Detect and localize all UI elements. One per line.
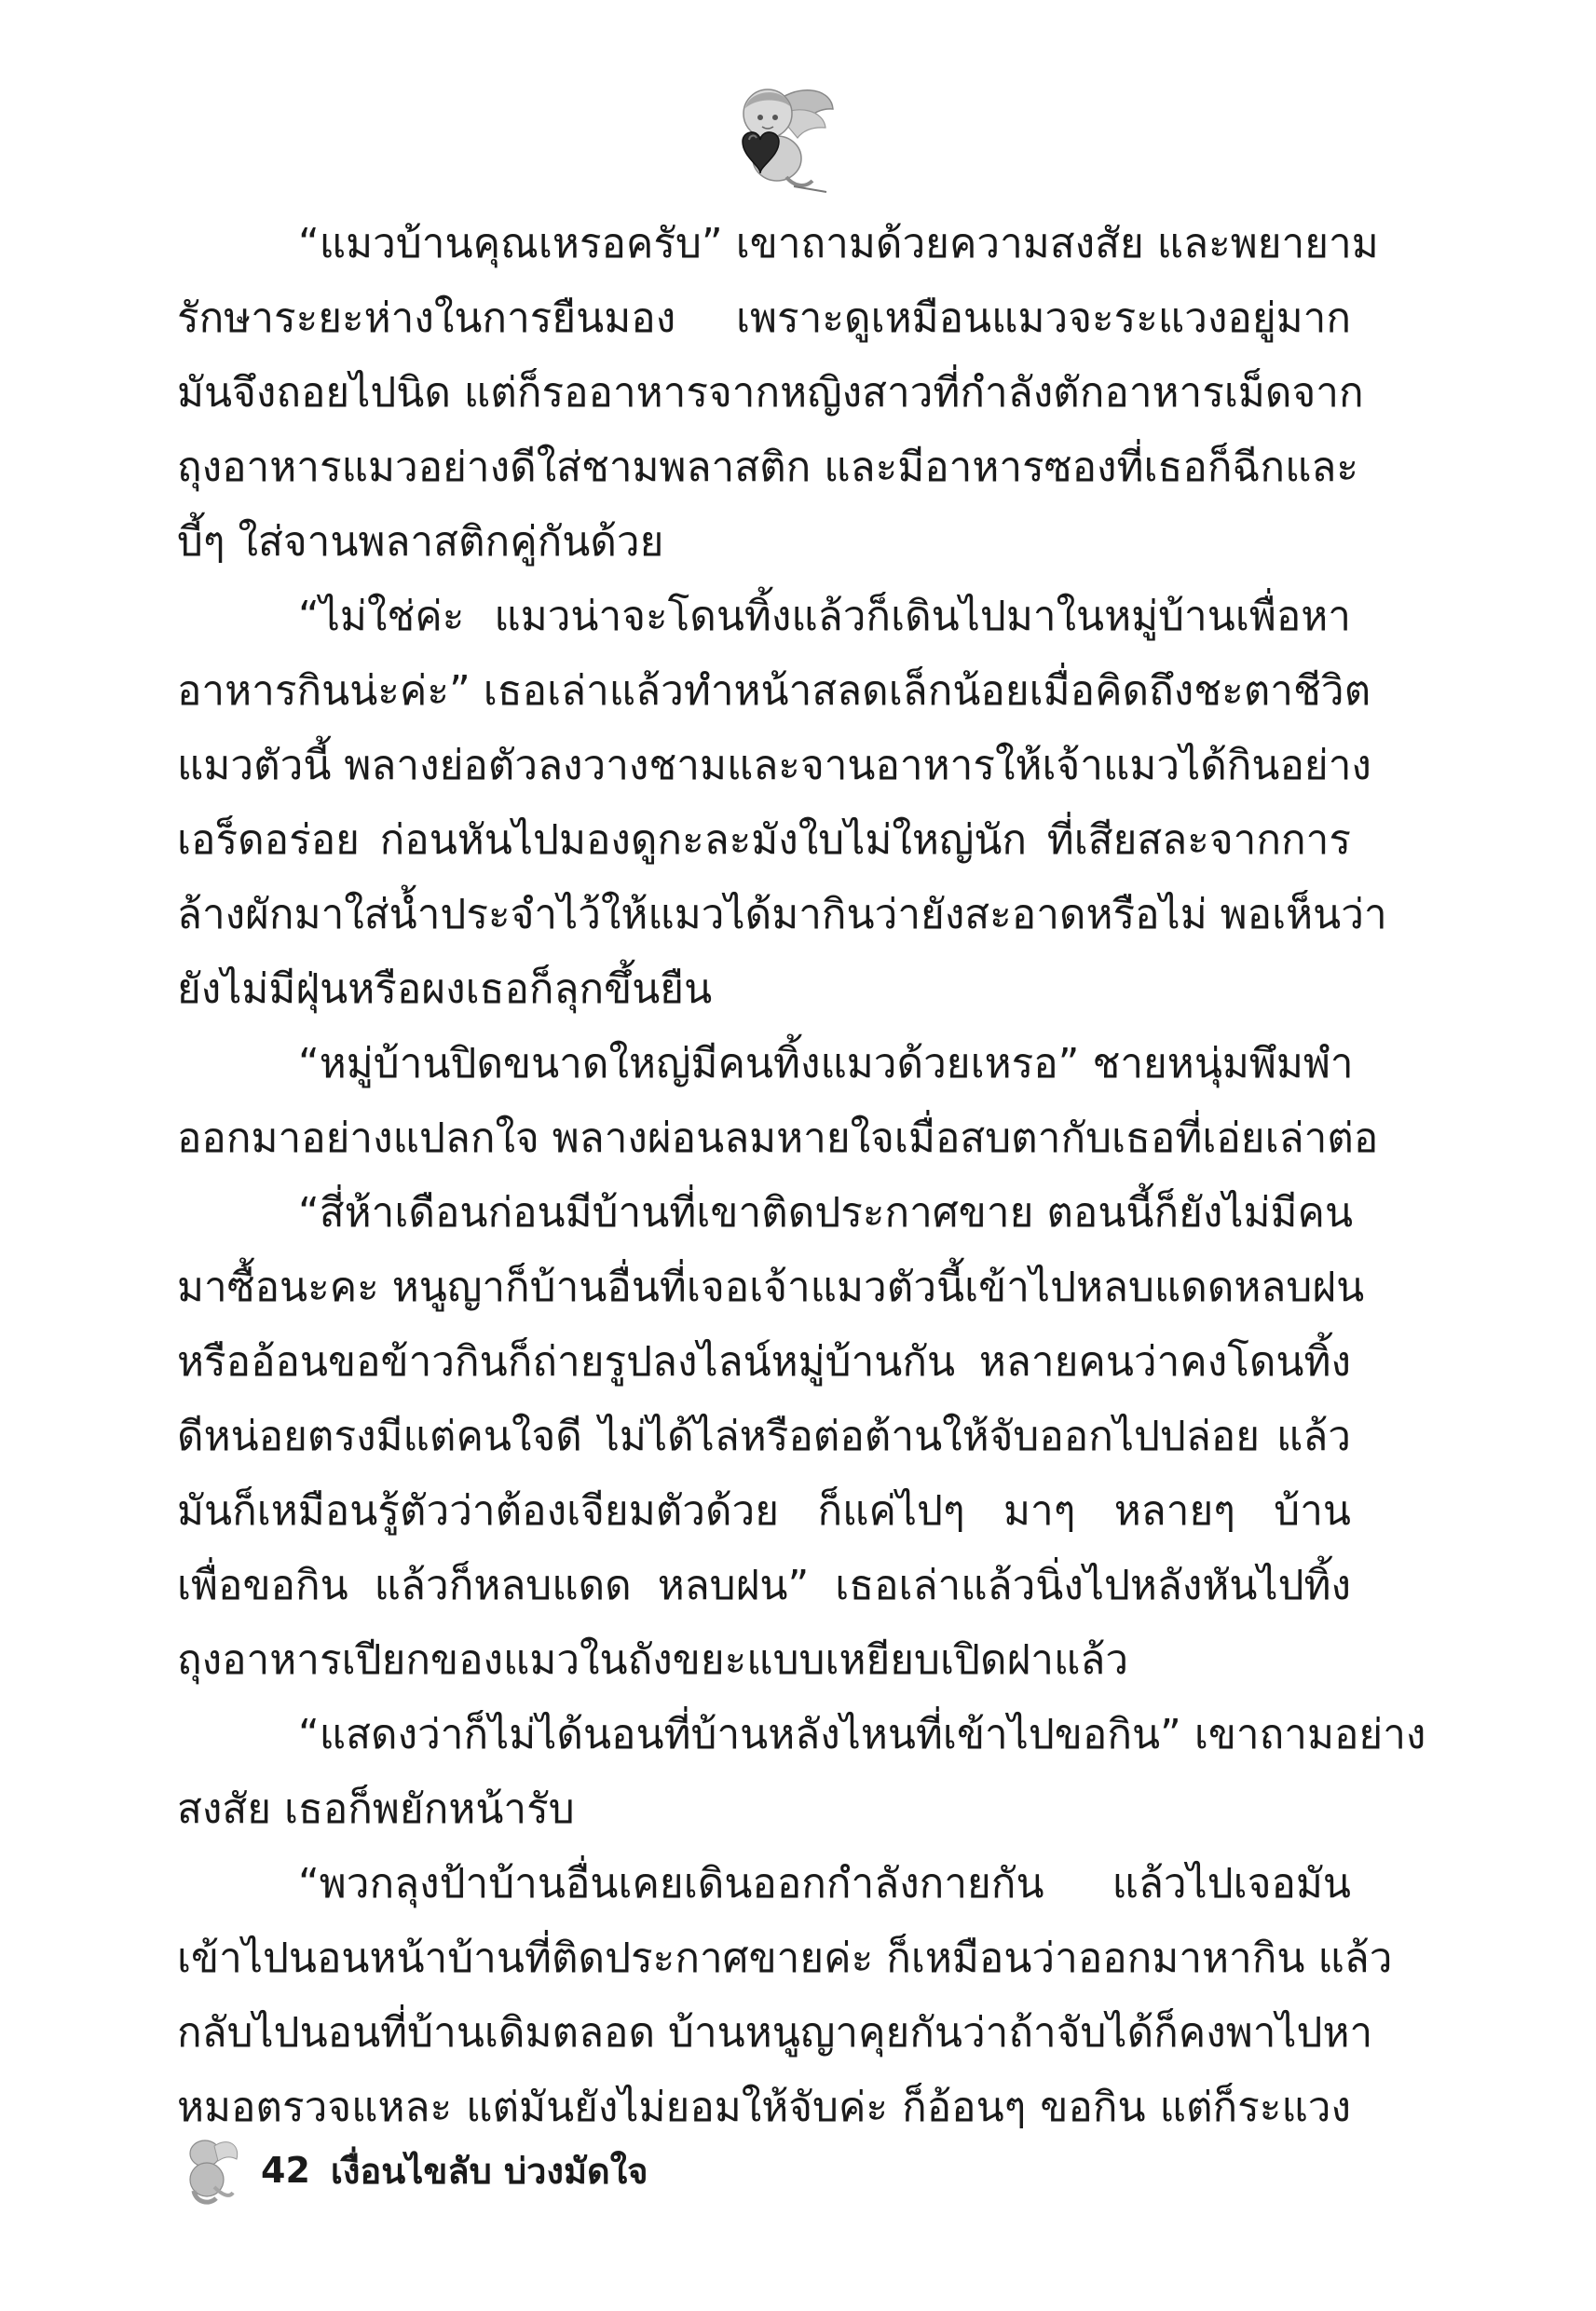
text-line: ยังไม่มีฝุ่นหรือผงเธอก็ลุกขึ้นยืน [177,965,713,1013]
text-line: ถุงอาหารแมวอย่างดีใส่ชามพลาสติก และมีอาหารซองที่เธอก็ฉีกและ [177,444,1359,491]
text-line: มาซื้อนะคะ หนูญาก็บ้านอื่นที่เจอเจ้าแมวตัวนี้เข้าไปหลบแดดหลบฝน [177,1264,1365,1311]
text-line: รักษาระยะห่างในการยืนมอง เพราะดูเหมือนแมวจะระแวงอยู่มาก [177,294,1351,342]
text-line: บี้ๆ ใส่จานพลาสติกคู่กันด้วย [177,518,664,566]
text-line: “หมู่บ้านปิดขนาดใหญ่มีคนทิ้งแมวด้วยเหรอ” ชายหนุ่มพึมพำ [298,1040,1354,1087]
page-number: 42 [261,2150,310,2191]
text-line: เอร็ดอร่อย ก่อนหันไปมองดูกะละมังใบไม่ใหญ่นัก ที่เสียสละจากการ [177,816,1351,864]
text-line: ดีหน่อยตรงมีแต่คนใจดี ไม่ได้ไล่หรือต่อต้านให้จับออกไปปล่อย แล้ว [177,1413,1351,1460]
text-line: เข้าไปนอนหน้าบ้านที่ติดประกาศขายค่ะ ก็เหมือนว่าออกมาหากิน แล้ว [177,1935,1393,1982]
text-line: แมวตัวนี้ พลางย่อตัวลงวางชามและจานอาหารให้เจ้าแมวได้กินอย่าง [177,742,1371,789]
text-line: “แสดงว่าก็ไม่ได้นอนที่บ้านหลังไหนที่เข้าไปขอกิน” เขาถามอย่าง [298,1711,1426,1758]
page-footer [177,2128,648,2212]
text-line: มันก็เหมือนรู้ตัวว่าต้องเจียมตัวด้วย ก็แค่ไปๆ มาๆ หลายๆ บ้าน [177,1487,1351,1535]
text-line: หรืออ้อนขอข้าวกินก็ถ่ายรูปลงไลน์หมู่บ้านกัน หลายคนว่าคงโดนทิ้ง [177,1338,1351,1386]
text-line: สงสัย เธอก็พยักหน้ารับ [177,1785,575,1833]
text-line: อาหารกินน่ะค่ะ” เธอเล่าแล้วทำหน้าสลดเล็กน้อยเมื่อคิดถึงชะตาชีวิต [177,667,1371,715]
cupid-with-heart-icon [701,76,840,198]
text-line: “ไม่ใช่ค่ะ แมวน่าจะโดนทิ้งแล้วก็เดินไปมาในหมู่บ้านเพื่อหา [298,593,1351,640]
book-title: เงื่อนไขลับ บ่วงมัดใจ [330,2150,648,2192]
text-line: ล้างผักมาใส่น้ำประจำไว้ให้แมวได้มากินว่ายังสะอาดหรือไม่ พอเห็นว่า [177,891,1387,938]
text-line: หมอตรวจแหละ แต่มันยังไม่ยอมให้จับค่ะ ก็อ้อนๆ ขอกิน แต่ก็ระแวง [177,2084,1351,2131]
text-line: เพื่อขอกิน แล้วก็หลบแดด หลบฝน” เธอเล่าแล้วนิ่งไปหลังหันไปทิ้ง [177,1562,1351,1609]
text-line: ถุงอาหารเปียกของแมวในถังขยะแบบเหยียบเปิดฝาแล้ว [177,1636,1129,1684]
text-line: “สี่ห้าเดือนก่อนมีบ้านที่เขาติดประกาศขาย ตอนนี้ก็ยังไม่มีคน [298,1189,1354,1237]
text-line: ออกมาอย่างแปลกใจ พลางผ่อนลมหายใจเมื่อสบตากับเธอที่เอ่ยเล่าต่อ [177,1114,1379,1162]
text-line: กลับไปนอนที่บ้านเดิมตลอด บ้านหนูญาคุยกันว่าถ้าจับได้ก็คงพาไปหา [177,2009,1373,2057]
text-line: “พวกลุงป้าบ้านอื่นเคยเดินออกกำลังกายกัน แล้วไปเจอมัน [298,1860,1351,1908]
cupid-icon [177,2133,242,2208]
text-line: “แมวบ้านคุณเหรอครับ” เขาถามด้วยความสงสัย และพยายาม [298,220,1379,267]
story-text [177,207,1426,2145]
text-line: มันจึงถอยไปนิด แต่ก็รออาหารจากหญิงสาวที่กำลังตักอาหารเม็ดจาก [177,369,1364,417]
